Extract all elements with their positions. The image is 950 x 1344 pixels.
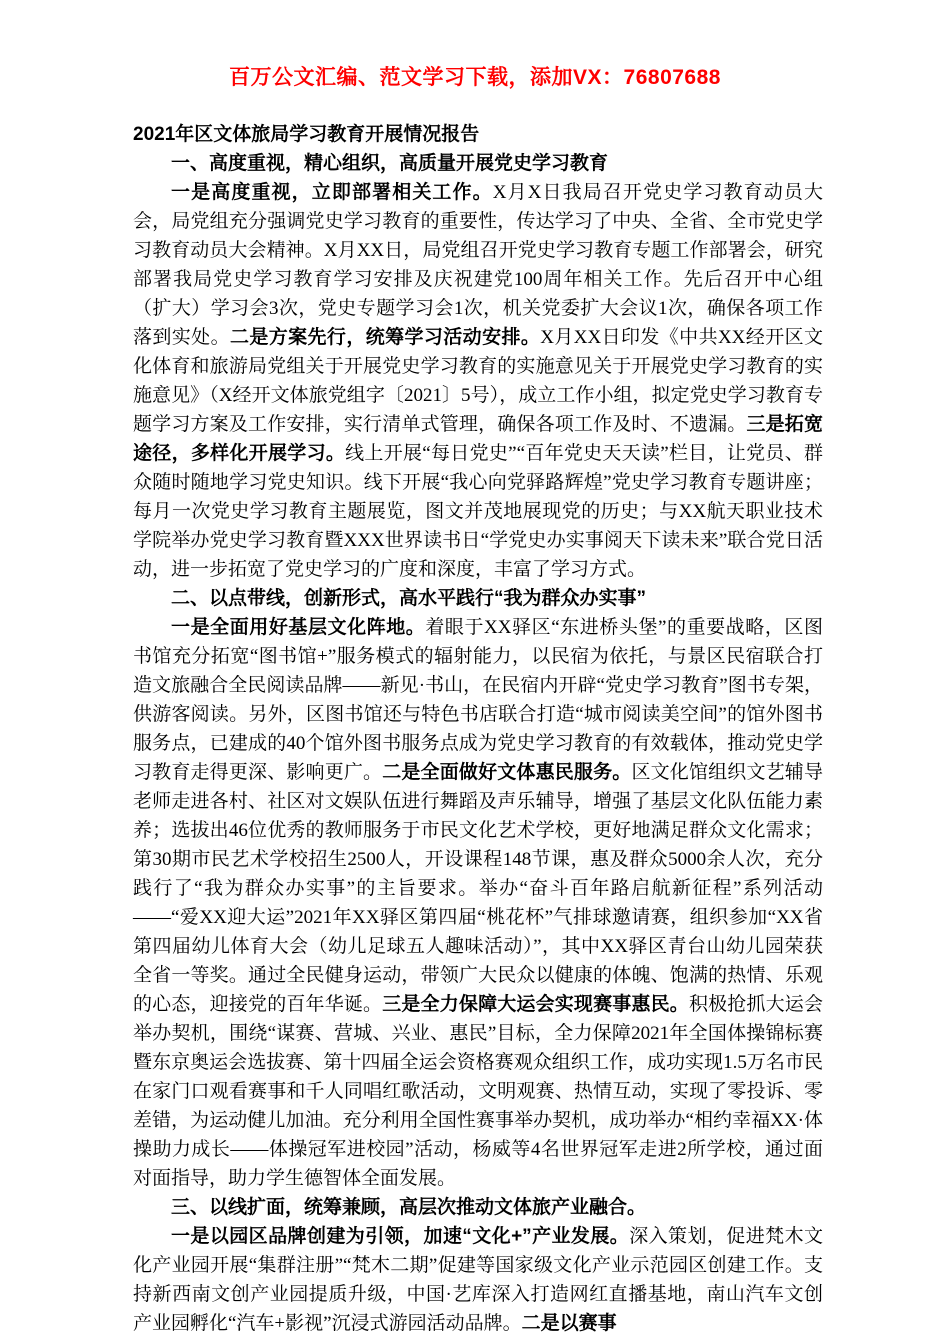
text-run-bold: 三是拓宽途径，多样化开展学习。 [133, 414, 823, 464]
section-heading: 一、高度重视，精心组织，高质量开展党史学习教育 [171, 153, 609, 174]
text-run-bold: 一是全面用好基层文化阵地。 [171, 617, 426, 638]
body-paragraph [133, 1222, 823, 1338]
text-run: 着眼于XX驿区“东进桥头堡”的重要战略，区图书馆充分拓宽“图书馆+”服务模式的辐射能力，以民宿为依托，与景区民宿联合打造文旅融合全民阅读品牌——新见·书山，在民宿内开辟“党史学习教育”图书专架，供游客阅读。另外，区图书馆还与特色书店联合打造“城市阅读美空间”的馆外图书服务点，已建成的40个馆外图书服务点成为党史学习教育的有效载体，推动党史学习教育走得更深、影响更广。 [133, 617, 823, 783]
text-run-bold: 一是以园区品牌创建为引领，加速“文化+”产业发展。 [171, 1226, 630, 1247]
text-run: X月XX日印发《中共XX经开区文化体育和旅游局党组关于开展党史学习教育的实施意见关于开展党史学习教育的实施意见》（X经开文体旅党组字〔2021〕5号），成立工作小组，拟定党史学习教育专题学习方案及工作安排，实行清单式管理，确保各项工作及时、不遗漏。 [133, 327, 823, 435]
text-run: 线上开展“每日党史”“百年党史天天读”栏目，让党员、群众随时随地学习党史知识。线下开展“我心向党驿路辉煌”党史学习教育专题讲座；每月一次党史学习教育主题展览，图文并茂地展现党的历史；与XX航天职业技术学院举办党史学习教育暨XXX世界读书日“学党史办实事阅天下读未来”联合党日活动，进一步拓宽了党史学习的广度和深度，丰富了学习方式。 [133, 443, 823, 580]
text-run: 深入策划，促进梵木文化产业园开展“集群注册”“梵木二期”促建等国家级文化产业示范园区创建工作。支持新西南文创产业园提质升级，中国·艺库深入打造网红直播基地，南山汽车文创产业园孵化“汽车+影视”沉浸式游园活动品牌。 [133, 1226, 823, 1334]
text-run-bold: 二是以赛事 [521, 1313, 617, 1334]
text-run-bold: 三是全力保障大运会实现赛事惠民。 [382, 994, 689, 1015]
promo-banner: 百万公文汇编、范文学习下载，添加VX：76807688 [229, 66, 721, 89]
document-body [133, 120, 823, 1338]
body-paragraph [133, 613, 823, 1193]
text-run: 区文化馆组织文艺辅导老师走进各村、社区对文娱队伍进行舞蹈及声乐辅导，增强了基层文化队伍能力素养；选拔出46位优秀的教师服务于市民文化艺术学校，更好地满足群众文化需求；第30期市民艺术学校招生2500人，开设课程148节课，惠及群众5000余人次，充分践行了“我为群众办实事”的主旨要求。举办“奋斗百年路启航新征程”系列活动——“爱XX迎大运”2021年XX驿区第四届“桃花杯”气排球邀请赛，组织参加“XX省第四届幼儿体育大会（幼儿足球五人趣味活动）”，其中XX驿区青台山幼儿园荣获全省一等奖。通过全民健身运动，带领广大民众以健康的体魄、饱满的热情、乐观的心态，迎接党的百年华诞。 [133, 762, 823, 1015]
document-title: 2021年区文体旅局学习教育开展情况报告 [133, 124, 480, 145]
section-heading: 二、以点带线，创新形式，高水平践行“我为群众办实事” [171, 588, 647, 609]
text-run: 积极抢抓大运会举办契机，围绕“谋赛、营城、兴业、惠民”目标，全力保障2021年全国体操锦标赛暨东京奥运会选拔赛、第十四届全运会资格赛观众组织工作，成功实现1.5万名市民在家门口观看赛事和千人同唱红歌活动，文明观赛、热情互动，实现了零投诉、零差错，为运动健儿加油。充分利用全国性赛事举办契机，成功举办“相约幸福XX·体操助力成长——体操冠军进校园”活动，杨威等4名世界冠军走进2所学校，通过面对面指导，助力学生德智体全面发展。 [133, 994, 823, 1189]
text-run-bold: 二是方案先行，统筹学习活动安排。 [229, 327, 541, 348]
text-run-bold: 一是高度重视，立即部署相关工作。 [171, 182, 493, 203]
body-paragraph [133, 178, 823, 584]
text-run: X月X日我局召开党史学习教育动员大会，局党组充分强调党史学习教育的重要性，传达学习了中央、全省、全市党史学习教育动员大会精神。X月XX日，局党组召开党史学习教育专题工作部署会，研究部署我局党史学习教育学习安排及庆祝建党100周年相关工作。先后召开中心组（扩大）学习会3次，党史专题学习会1次，机关党委扩大会议1次，确保各项工作落到实处。 [133, 182, 823, 348]
text-run-bold: 二是全面做好文体惠民服务。 [382, 762, 632, 783]
section-heading: 三、以线扩面，统筹兼顾，高层次推动文体旅产业融合。 [171, 1197, 647, 1218]
